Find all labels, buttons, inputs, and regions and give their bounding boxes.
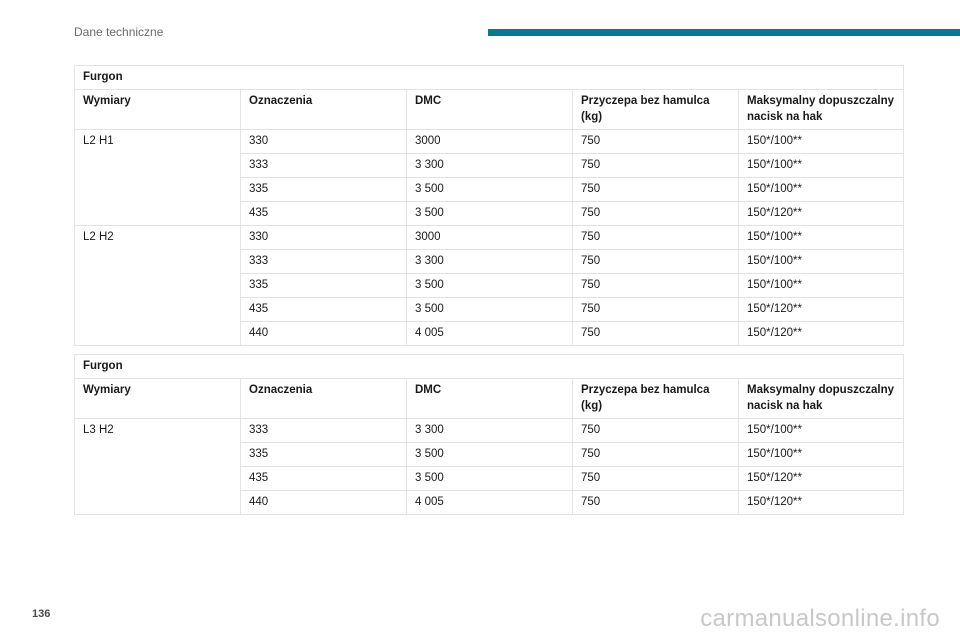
column-header: Maksymalny dopuszczalny nacisk na hak xyxy=(739,379,904,419)
spec-table-2 xyxy=(74,354,904,515)
table-cell: 750 xyxy=(573,250,739,274)
table-cell: 3 500 xyxy=(407,274,573,298)
table-cell: 150*/100** xyxy=(739,154,904,178)
column-header: Przyczepa bez hamulca (kg) xyxy=(573,90,739,130)
table-cell: 150*/100** xyxy=(739,419,904,443)
table-cell: 335 xyxy=(241,178,407,202)
table-cell: 3000 xyxy=(407,226,573,250)
table-cell: 330 xyxy=(241,130,407,154)
table-cell: 435 xyxy=(241,298,407,322)
table-cell: 3 500 xyxy=(407,443,573,467)
table-cell: 4 005 xyxy=(407,322,573,346)
table-cell: 335 xyxy=(241,274,407,298)
table-cell: 150*/100** xyxy=(739,250,904,274)
table-cell: 150*/120** xyxy=(739,467,904,491)
column-header: Oznaczenia xyxy=(241,90,407,130)
table-cell: 750 xyxy=(573,322,739,346)
table-cell: 750 xyxy=(573,178,739,202)
table-cell: 150*/100** xyxy=(739,274,904,298)
table-row xyxy=(75,226,904,250)
table-cell: 750 xyxy=(573,130,739,154)
table-cell: 3000 xyxy=(407,130,573,154)
dimension-cell: L3 H2 xyxy=(75,419,241,515)
header-accent-bar xyxy=(488,29,960,36)
table-cell: 150*/100** xyxy=(739,226,904,250)
table-cell: 750 xyxy=(573,298,739,322)
page-number: 136 xyxy=(32,608,51,620)
table-cell: 333 xyxy=(241,419,407,443)
column-header: Oznaczenia xyxy=(241,379,407,419)
watermark: carmanualsonline.info xyxy=(700,605,940,632)
column-header: Przyczepa bez hamulca (kg) xyxy=(573,379,739,419)
table-cell: 3 300 xyxy=(407,154,573,178)
column-header: Maksymalny dopuszczalny nacisk na hak xyxy=(739,90,904,130)
table-row xyxy=(75,419,904,443)
table-cell: 150*/100** xyxy=(739,130,904,154)
table-cell: 440 xyxy=(241,491,407,515)
table-cell: 150*/120** xyxy=(739,298,904,322)
column-header: Wymiary xyxy=(75,90,241,130)
table-cell: 435 xyxy=(241,202,407,226)
table-row xyxy=(75,130,904,154)
table-cell: 3 300 xyxy=(407,419,573,443)
table-cell: 440 xyxy=(241,322,407,346)
table-cell: 3 300 xyxy=(407,250,573,274)
table-cell: 330 xyxy=(241,226,407,250)
table-cell: 150*/120** xyxy=(739,202,904,226)
spec-table-1 xyxy=(74,65,904,346)
dimension-cell: L2 H2 xyxy=(75,226,241,346)
table-cell: 150*/120** xyxy=(739,322,904,346)
table-cell: 750 xyxy=(573,443,739,467)
column-header: DMC xyxy=(407,379,573,419)
table-cell: 750 xyxy=(573,491,739,515)
table-cell: 750 xyxy=(573,467,739,491)
table-cell: 150*/100** xyxy=(739,443,904,467)
table-cell: 150*/120** xyxy=(739,491,904,515)
column-header: Wymiary xyxy=(75,379,241,419)
table-cell: 750 xyxy=(573,202,739,226)
table-cell: 3 500 xyxy=(407,298,573,322)
table-cell: 750 xyxy=(573,154,739,178)
table-cell: 333 xyxy=(241,250,407,274)
table-cell: 750 xyxy=(573,226,739,250)
table-cell: 3 500 xyxy=(407,178,573,202)
table-caption: Furgon xyxy=(75,355,904,379)
table-cell: 333 xyxy=(241,154,407,178)
table-cell: 3 500 xyxy=(407,467,573,491)
table-cell: 750 xyxy=(573,419,739,443)
table-cell: 4 005 xyxy=(407,491,573,515)
table-cell: 750 xyxy=(573,274,739,298)
dimension-cell: L2 H1 xyxy=(75,130,241,226)
table-cell: 435 xyxy=(241,467,407,491)
running-header: Dane techniczne xyxy=(74,25,164,39)
table-cell: 150*/100** xyxy=(739,178,904,202)
table-cell: 3 500 xyxy=(407,202,573,226)
table-caption: Furgon xyxy=(75,66,904,90)
column-header: DMC xyxy=(407,90,573,130)
table-cell: 335 xyxy=(241,443,407,467)
